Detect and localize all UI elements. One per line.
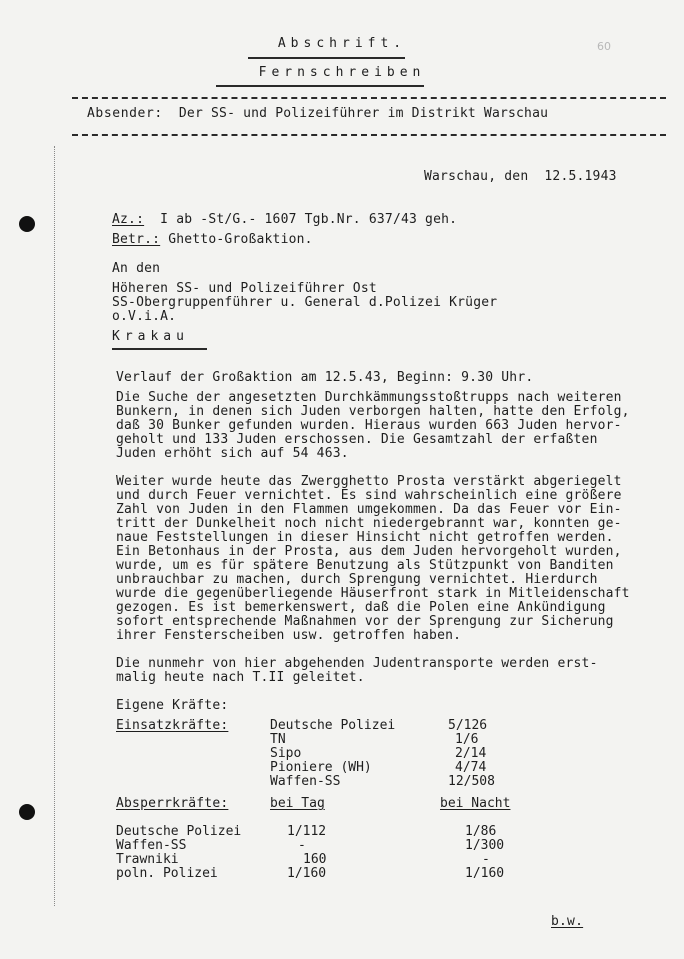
- absperr-tag: 1/160: [287, 866, 327, 881]
- betr-line: [112, 233, 313, 247]
- einsatz-value: 2/14: [455, 746, 487, 761]
- einsatz-name: Sipo: [270, 746, 302, 761]
- sender-top-rule: [72, 97, 666, 99]
- einsatz-value: 1/6: [455, 732, 479, 747]
- einsatz-name: Deutsche Polizei: [270, 718, 396, 733]
- absperr-name: poln. Polizei: [116, 866, 218, 881]
- einsatz-name: Waffen-SS: [270, 774, 341, 789]
- recipient-line-2: Höheren SS- und Polizeiführer Ost: [112, 281, 377, 296]
- pencil-page-number: 60: [597, 40, 611, 53]
- betr-value: Ghetto-Großaktion.: [168, 232, 313, 247]
- p2-line: ihrer Fensterscheiben usw. getroffen haben.: [116, 628, 462, 643]
- sender-value: Der SS- und Polizeiführer im Distrikt Warschau: [178, 106, 549, 121]
- column-header-tag: bei Tag: [270, 796, 325, 811]
- betr-label: Betr.:: [112, 232, 161, 247]
- recipient-line-1: An den: [112, 261, 161, 276]
- title-underline: [248, 57, 405, 59]
- p2-line: und durch Feuer vernichtet. Es sind wahrscheinlich eine größere: [116, 488, 622, 503]
- az-value: I ab -St/G.- 1607 Tgb.Nr. 637/43 geh.: [160, 212, 458, 227]
- document-subtitle: Fernschreiben: [258, 65, 426, 80]
- p2-line: Ein Betonhaus in der Prosta, aus dem Juden hervorgeholt wurden,: [116, 544, 622, 559]
- einsatz-value: 12/508: [448, 774, 495, 789]
- einsatz-name: Pioniere (WH): [270, 760, 372, 775]
- p2-line: naue Feststellungen in dieser Hinsicht nicht getroffen werden.: [116, 530, 614, 545]
- einsatz-label: Einsatzkräfte:: [116, 718, 229, 733]
- punch-hole-icon: [19, 216, 35, 232]
- p1-line: daß 30 Bunker gefunden wurden. Hieraus wurden 663 Juden hervor-: [116, 418, 622, 433]
- absperr-nacht: 1/300: [465, 838, 505, 853]
- az-line: [112, 213, 457, 227]
- absperr-tag: 1/112: [287, 824, 327, 839]
- absperr-nacht: -: [482, 852, 490, 867]
- p2-line: tritt der Dunkelheit noch nicht niedergebrannt war, konnten ge-: [116, 516, 622, 531]
- sender-label: Absender:: [87, 106, 163, 121]
- body-heading: Verlauf der Großaktion am 12.5.43, Beginn: 9.30 Uhr.: [116, 370, 534, 385]
- p2-line: Weiter wurde heute das Zwergghetto Prosta verstärkt abgeriegelt: [116, 474, 622, 489]
- absperr-name: Waffen-SS: [116, 838, 187, 853]
- absperr-name: Deutsche Polizei: [116, 824, 242, 839]
- p3-line: malig heute nach T.II geleitet.: [116, 670, 365, 685]
- p1-line: geholt und 133 Juden erschossen. Die Gesamtzahl der erfaßten: [116, 432, 598, 447]
- p2-line: sofort entsprechende Maßnahmen vor der Sprengung zur Sicherung: [116, 614, 614, 629]
- city-underline: [112, 348, 207, 350]
- recipient-line-4: o.V.i.A.: [112, 309, 177, 324]
- absperr-tag: 160: [303, 852, 327, 867]
- einsatz-name: TN: [270, 732, 286, 747]
- recipient-city: Krakau: [112, 329, 189, 344]
- p2-line: wurde die gegenüberliegende Häuserfront stark in Mitleidenschaft: [116, 586, 630, 601]
- einsatz-value: 4/74: [455, 760, 487, 775]
- column-header-nacht: bei Nacht: [440, 796, 511, 811]
- forces-heading: Eigene Kräfte:: [116, 698, 229, 713]
- p2-line: Zahl von Juden in den Flammen umgekommen. Da das Feuer vor Ein-: [116, 502, 622, 517]
- left-margin-rule: [54, 146, 55, 906]
- p3-line: Die nunmehr von hier abgehenden Judentransporte werden erst-: [116, 656, 598, 671]
- document-title: Abschrift.: [277, 36, 407, 51]
- p1-line: Die Suche der angesetzten Durchkämmungsstoßtrupps nach weiteren: [116, 390, 622, 405]
- p2-line: unbrauchbar zu machen, durch Sprengung vernichtet. Hierdurch: [116, 572, 598, 587]
- az-label: Az.:: [112, 212, 145, 227]
- sender-line: [87, 107, 548, 121]
- absperr-nacht: 1/86: [465, 824, 497, 839]
- subtitle-underline: [216, 85, 424, 87]
- sender-bottom-rule: [72, 134, 666, 136]
- einsatz-value: 5/126: [448, 718, 488, 733]
- p2-line: wurde, um es für spätere Benutzung als Stützpunkt von Banditen: [116, 558, 614, 573]
- punch-hole-icon: [19, 804, 35, 820]
- p2-line: gezogen. Es ist bemerkenswert, daß die Polen eine Ankündigung: [116, 600, 606, 615]
- place-date: Warschau, den 12.5.1943: [424, 169, 617, 184]
- absperr-nacht: 1/160: [465, 866, 505, 881]
- absperr-label: Absperrkräfte:: [116, 796, 229, 811]
- absperr-name: Trawniki: [116, 852, 179, 867]
- bitte-wenden-note: b.w.: [551, 914, 584, 929]
- p1-line: Juden erhöht sich auf 54 463.: [116, 446, 349, 461]
- recipient-line-3: SS-Obergruppenführer u. General d.Polizei Krüger: [112, 295, 498, 310]
- absperr-tag: -: [298, 838, 306, 853]
- p1-line: Bunkern, in denen sich Juden verborgen halten, hatte den Erfolg,: [116, 404, 630, 419]
